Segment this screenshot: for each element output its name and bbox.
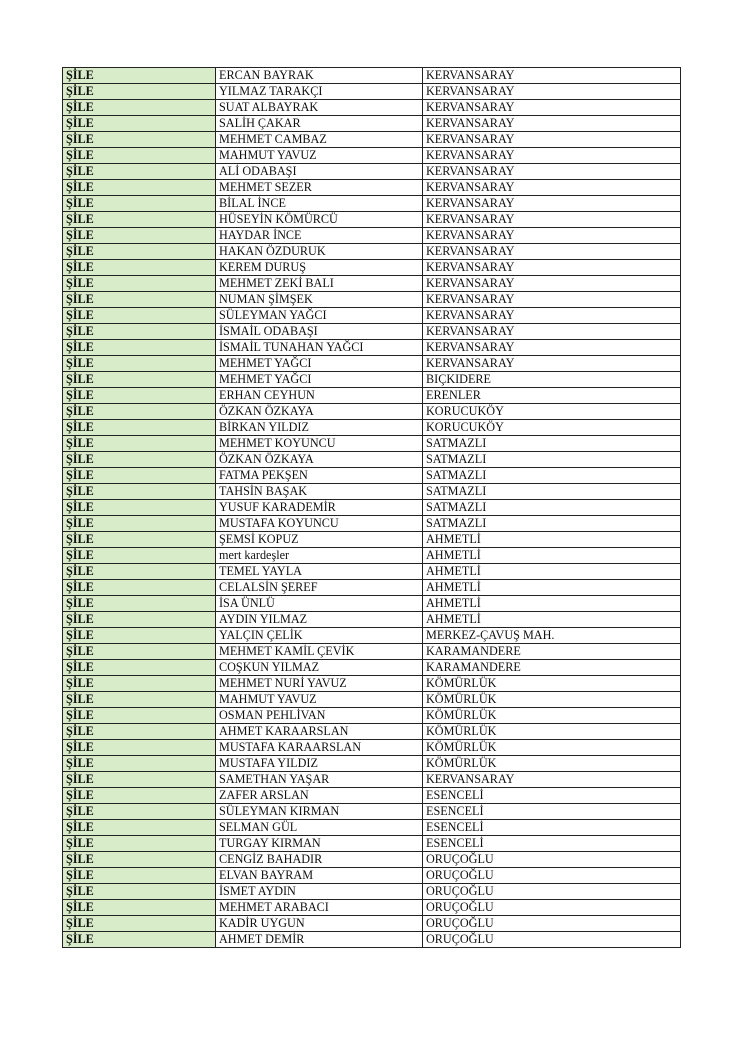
name-cell: ÖZKAN ÖZKAYA (216, 404, 423, 420)
location-cell: ESENCELİ (423, 804, 681, 820)
name-cell: KEREM DURUŞ (216, 260, 423, 276)
name-cell: OSMAN PEHLİVAN (216, 708, 423, 724)
district-cell: ŞİLE (63, 644, 216, 660)
data-table (62, 67, 681, 948)
location-cell: SATMAZLI (423, 484, 681, 500)
district-cell: ŞİLE (63, 164, 216, 180)
table-row (63, 724, 681, 740)
name-cell: SUAT ALBAYRAK (216, 100, 423, 116)
table-row (63, 420, 681, 436)
table-row (63, 868, 681, 884)
location-cell: KÖMÜRLÜK (423, 676, 681, 692)
location-cell: SATMAZLI (423, 500, 681, 516)
location-cell: KERVANSARAY (423, 148, 681, 164)
location-cell: KERVANSARAY (423, 276, 681, 292)
location-cell: SATMAZLI (423, 468, 681, 484)
district-cell: ŞİLE (63, 916, 216, 932)
location-cell: KERVANSARAY (423, 84, 681, 100)
location-cell: AHMETLİ (423, 532, 681, 548)
location-cell: KORUCUKÖY (423, 420, 681, 436)
table-row (63, 804, 681, 820)
district-cell: ŞİLE (63, 676, 216, 692)
name-cell: SÜLEYMAN YAĞCI (216, 308, 423, 324)
location-cell: KERVANSARAY (423, 116, 681, 132)
name-cell: MEHMET ARABACI (216, 900, 423, 916)
name-cell: CELALSİN ŞEREF (216, 580, 423, 596)
name-cell: ERCAN BAYRAK (216, 68, 423, 84)
name-cell: CENGİZ BAHADIR (216, 852, 423, 868)
location-cell: KERVANSARAY (423, 212, 681, 228)
name-cell: mert kardeşler (216, 548, 423, 564)
district-cell: ŞİLE (63, 628, 216, 644)
name-cell: AHMET KARAARSLAN (216, 724, 423, 740)
district-cell: ŞİLE (63, 404, 216, 420)
name-cell: MEHMET YAĞCI (216, 356, 423, 372)
district-cell: ŞİLE (63, 484, 216, 500)
district-cell: ŞİLE (63, 740, 216, 756)
table-row (63, 68, 681, 84)
location-cell: KERVANSARAY (423, 100, 681, 116)
name-cell: MEHMET NURİ YAVUZ (216, 676, 423, 692)
name-cell: ALİ ODABAŞI (216, 164, 423, 180)
location-cell: KERVANSARAY (423, 180, 681, 196)
table-row (63, 84, 681, 100)
district-cell: ŞİLE (63, 900, 216, 916)
table-row (63, 308, 681, 324)
district-cell: ŞİLE (63, 788, 216, 804)
table-row (63, 596, 681, 612)
name-cell: MEHMET KAMİL ÇEVİK (216, 644, 423, 660)
district-cell: ŞİLE (63, 692, 216, 708)
table-row (63, 692, 681, 708)
table-row (63, 116, 681, 132)
table-row (63, 212, 681, 228)
location-cell: SATMAZLI (423, 516, 681, 532)
district-cell: ŞİLE (63, 884, 216, 900)
district-cell: ŞİLE (63, 836, 216, 852)
name-cell: ZAFER ARSLAN (216, 788, 423, 804)
table-row (63, 324, 681, 340)
location-cell: MERKEZ-ÇAVUŞ MAH. (423, 628, 681, 644)
name-cell: YILMAZ TARAKÇI (216, 84, 423, 100)
table-row (63, 100, 681, 116)
district-cell: ŞİLE (63, 772, 216, 788)
name-cell: MAHMUT YAVUZ (216, 692, 423, 708)
location-cell: AHMETLİ (423, 548, 681, 564)
district-cell: ŞİLE (63, 244, 216, 260)
name-cell: HÜSEYİN KÖMÜRCÜ (216, 212, 423, 228)
name-cell: TAHSİN BAŞAK (216, 484, 423, 500)
name-cell: İSMAİL ODABAŞI (216, 324, 423, 340)
table-row (63, 244, 681, 260)
table-row (63, 932, 681, 948)
location-cell: KÖMÜRLÜK (423, 724, 681, 740)
location-cell: KÖMÜRLÜK (423, 708, 681, 724)
location-cell: KÖMÜRLÜK (423, 740, 681, 756)
name-cell: ERHAN CEYHUN (216, 388, 423, 404)
name-cell: İSMET AYDIN (216, 884, 423, 900)
location-cell: KERVANSARAY (423, 308, 681, 324)
location-cell: SATMAZLI (423, 452, 681, 468)
name-cell: TURGAY KIRMAN (216, 836, 423, 852)
district-cell: ŞİLE (63, 356, 216, 372)
table-row (63, 532, 681, 548)
location-cell: ESENCELİ (423, 820, 681, 836)
table-row (63, 404, 681, 420)
district-cell: ŞİLE (63, 212, 216, 228)
name-cell: MEHMET CAMBAZ (216, 132, 423, 148)
table-row (63, 628, 681, 644)
table-row (63, 164, 681, 180)
district-cell: ŞİLE (63, 500, 216, 516)
table-row (63, 500, 681, 516)
name-cell: SAMETHAN YAŞAR (216, 772, 423, 788)
location-cell: KERVANSARAY (423, 356, 681, 372)
name-cell: AYDIN YILMAZ (216, 612, 423, 628)
location-cell: ORUÇOĞLU (423, 868, 681, 884)
table-row (63, 660, 681, 676)
name-cell: SELMAN GÜL (216, 820, 423, 836)
name-cell: KADİR UYGUN (216, 916, 423, 932)
name-cell: MEHMET SEZER (216, 180, 423, 196)
location-cell: KERVANSARAY (423, 132, 681, 148)
table-row (63, 580, 681, 596)
district-cell: ŞİLE (63, 852, 216, 868)
table-row (63, 228, 681, 244)
name-cell: MUSTAFA KOYUNCU (216, 516, 423, 532)
name-cell: HAYDAR İNCE (216, 228, 423, 244)
name-cell: İSA ÜNLÜ (216, 596, 423, 612)
location-cell: ORUÇOĞLU (423, 884, 681, 900)
name-cell: TEMEL YAYLA (216, 564, 423, 580)
district-cell: ŞİLE (63, 132, 216, 148)
table-row (63, 644, 681, 660)
table-row (63, 356, 681, 372)
table-row (63, 516, 681, 532)
name-cell: MUSTAFA YILDIZ (216, 756, 423, 772)
location-cell: AHMETLİ (423, 596, 681, 612)
table-row (63, 292, 681, 308)
table-row (63, 276, 681, 292)
table-row (63, 916, 681, 932)
table-row (63, 372, 681, 388)
location-cell: ORUÇOĞLU (423, 852, 681, 868)
table-row (63, 708, 681, 724)
district-cell: ŞİLE (63, 228, 216, 244)
name-cell: ŞEMSİ KOPUZ (216, 532, 423, 548)
location-cell: KERVANSARAY (423, 772, 681, 788)
name-cell: ELVAN BAYRAM (216, 868, 423, 884)
district-cell: ŞİLE (63, 596, 216, 612)
name-cell: YUSUF KARADEMİR (216, 500, 423, 516)
location-cell: KERVANSARAY (423, 340, 681, 356)
table-row (63, 756, 681, 772)
location-cell: KERVANSARAY (423, 228, 681, 244)
table-row (63, 452, 681, 468)
name-cell: ÖZKAN ÖZKAYA (216, 452, 423, 468)
name-cell: SÜLEYMAN KIRMAN (216, 804, 423, 820)
table-row (63, 676, 681, 692)
district-cell: ŞİLE (63, 260, 216, 276)
name-cell: YALÇIN ÇELİK (216, 628, 423, 644)
table-row (63, 740, 681, 756)
name-cell: SALİH ÇAKAR (216, 116, 423, 132)
location-cell: KARAMANDERE (423, 644, 681, 660)
location-cell: KORUCUKÖY (423, 404, 681, 420)
location-cell: KERVANSARAY (423, 68, 681, 84)
district-cell: ŞİLE (63, 468, 216, 484)
district-cell: ŞİLE (63, 372, 216, 388)
district-cell: ŞİLE (63, 804, 216, 820)
district-cell: ŞİLE (63, 100, 216, 116)
table-row (63, 900, 681, 916)
table-row (63, 836, 681, 852)
district-cell: ŞİLE (63, 532, 216, 548)
district-cell: ŞİLE (63, 932, 216, 948)
table-row (63, 132, 681, 148)
location-cell: KERVANSARAY (423, 292, 681, 308)
location-cell: KERVANSARAY (423, 244, 681, 260)
location-cell: ORUÇOĞLU (423, 900, 681, 916)
table-row (63, 260, 681, 276)
location-cell: ESENCELİ (423, 788, 681, 804)
district-cell: ŞİLE (63, 292, 216, 308)
location-cell: KARAMANDERE (423, 660, 681, 676)
table-row (63, 564, 681, 580)
district-cell: ŞİLE (63, 724, 216, 740)
name-cell: COŞKUN YILMAZ (216, 660, 423, 676)
name-cell: FATMA PEKŞEN (216, 468, 423, 484)
table-row (63, 468, 681, 484)
table-row (63, 436, 681, 452)
location-cell: SATMAZLI (423, 436, 681, 452)
name-cell: MEHMET YAĞCI (216, 372, 423, 388)
location-cell: KÖMÜRLÜK (423, 756, 681, 772)
district-cell: ŞİLE (63, 452, 216, 468)
table-row (63, 772, 681, 788)
location-cell: AHMETLİ (423, 612, 681, 628)
district-cell: ŞİLE (63, 436, 216, 452)
location-cell: KERVANSARAY (423, 260, 681, 276)
district-cell: ŞİLE (63, 580, 216, 596)
location-cell: KERVANSARAY (423, 196, 681, 212)
table-row (63, 612, 681, 628)
location-cell: ORUÇOĞLU (423, 932, 681, 948)
name-cell: MEHMET KOYUNCU (216, 436, 423, 452)
table-row (63, 852, 681, 868)
location-cell: KÖMÜRLÜK (423, 692, 681, 708)
name-cell: MUSTAFA KARAARSLAN (216, 740, 423, 756)
table-row (63, 340, 681, 356)
district-cell: ŞİLE (63, 308, 216, 324)
district-cell: ŞİLE (63, 516, 216, 532)
district-cell: ŞİLE (63, 276, 216, 292)
district-cell: ŞİLE (63, 68, 216, 84)
table-row (63, 788, 681, 804)
district-cell: ŞİLE (63, 420, 216, 436)
location-cell: ORUÇOĞLU (423, 916, 681, 932)
district-cell: ŞİLE (63, 548, 216, 564)
location-cell: AHMETLİ (423, 564, 681, 580)
district-cell: ŞİLE (63, 180, 216, 196)
district-cell: ŞİLE (63, 868, 216, 884)
location-cell: KERVANSARAY (423, 324, 681, 340)
district-cell: ŞİLE (63, 116, 216, 132)
district-cell: ŞİLE (63, 612, 216, 628)
table-row (63, 148, 681, 164)
district-cell: ŞİLE (63, 820, 216, 836)
table-row (63, 820, 681, 836)
district-cell: ŞİLE (63, 708, 216, 724)
name-cell: İSMAİL TUNAHAN YAĞCI (216, 340, 423, 356)
name-cell: NUMAN ŞİMŞEK (216, 292, 423, 308)
name-cell: HAKAN ÖZDURUK (216, 244, 423, 260)
name-cell: BİRKAN YILDIZ (216, 420, 423, 436)
name-cell: AHMET DEMİR (216, 932, 423, 948)
district-cell: ŞİLE (63, 84, 216, 100)
district-cell: ŞİLE (63, 324, 216, 340)
table-row (63, 884, 681, 900)
name-cell: BİLAL İNCE (216, 196, 423, 212)
name-cell: MEHMET ZEKİ BALI (216, 276, 423, 292)
location-cell: ESENCELİ (423, 836, 681, 852)
location-cell: KERVANSARAY (423, 164, 681, 180)
location-cell: ERENLER (423, 388, 681, 404)
location-cell: AHMETLİ (423, 580, 681, 596)
table-row (63, 180, 681, 196)
district-cell: ŞİLE (63, 388, 216, 404)
district-cell: ŞİLE (63, 148, 216, 164)
district-cell: ŞİLE (63, 660, 216, 676)
location-cell: BIÇKIDERE (423, 372, 681, 388)
table-row (63, 196, 681, 212)
district-cell: ŞİLE (63, 756, 216, 772)
table-row (63, 548, 681, 564)
table-body (63, 68, 681, 948)
district-cell: ŞİLE (63, 196, 216, 212)
name-cell: MAHMUT YAVUZ (216, 148, 423, 164)
table-row (63, 484, 681, 500)
district-cell: ŞİLE (63, 340, 216, 356)
table-row (63, 388, 681, 404)
district-cell: ŞİLE (63, 564, 216, 580)
